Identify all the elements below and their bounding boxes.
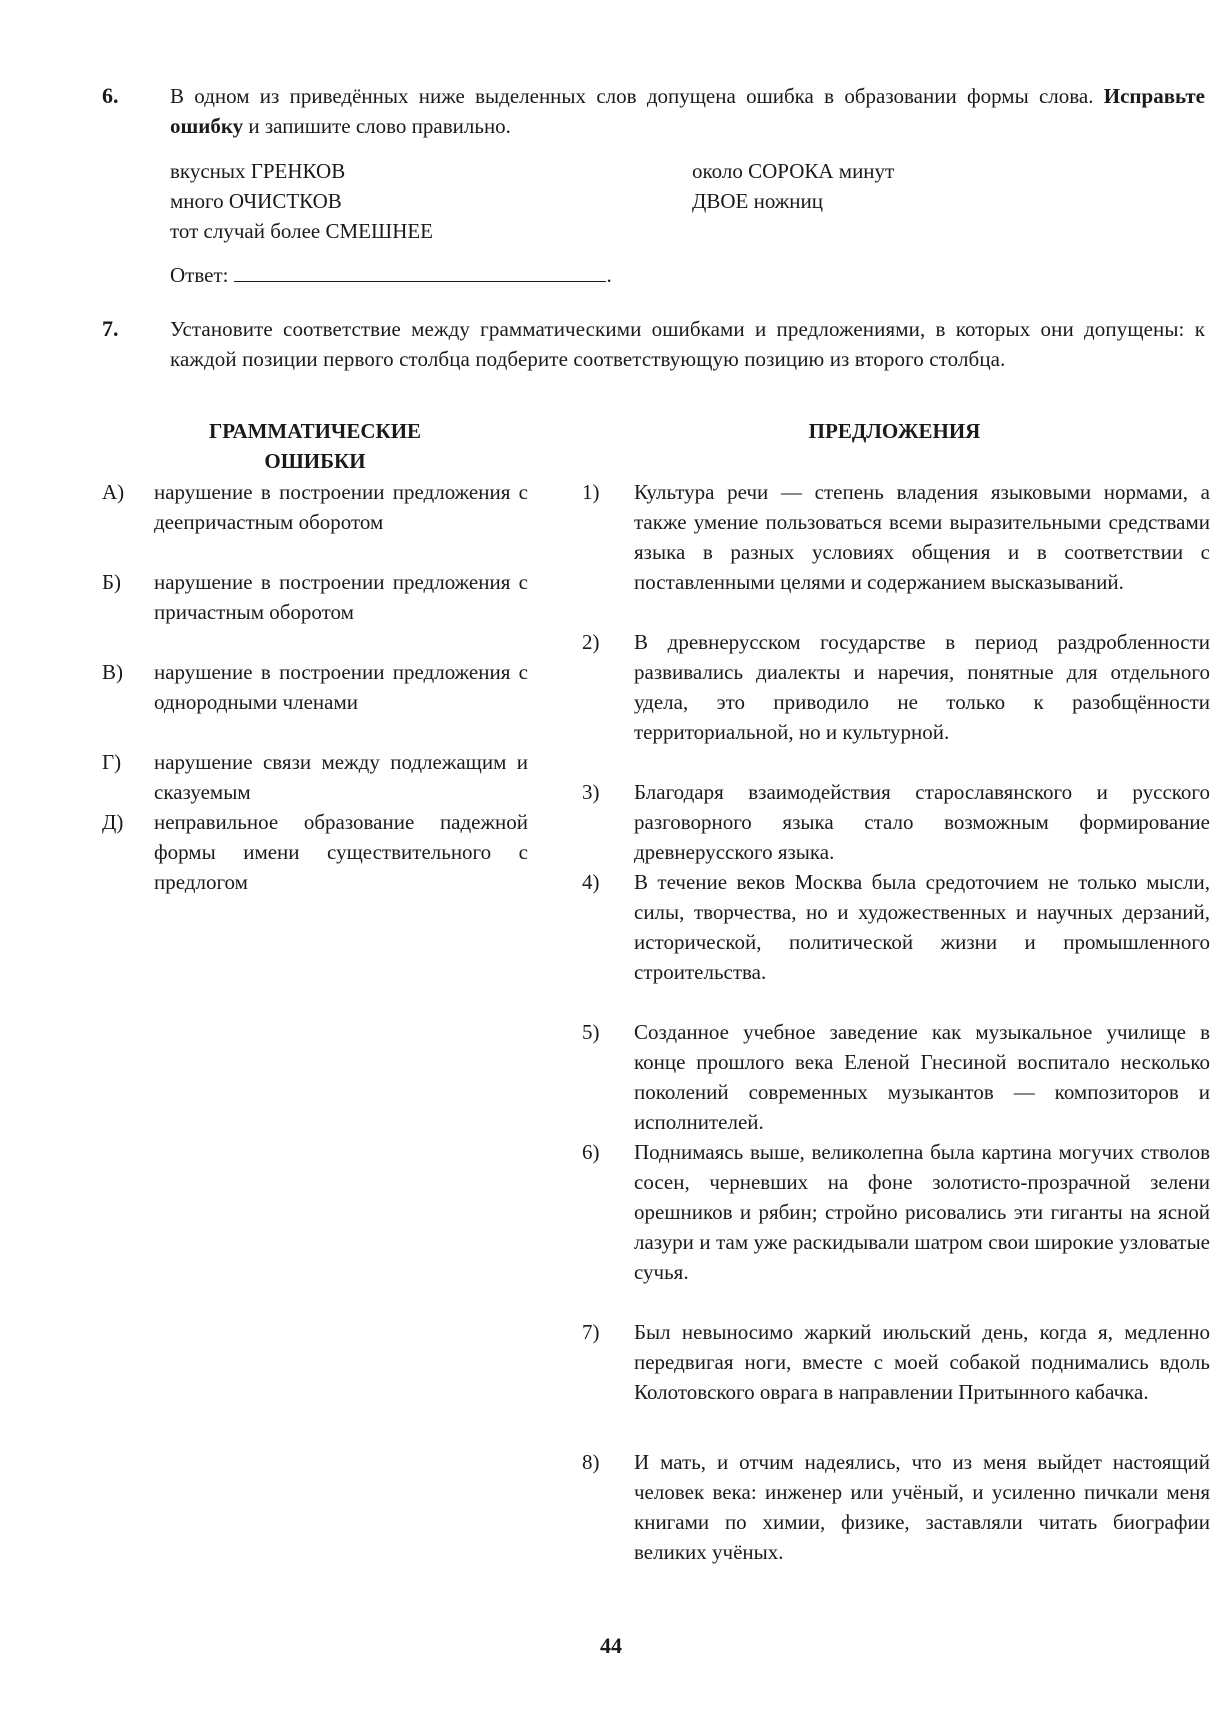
sentence-text: И мать, и отчим надеялись, что из меня выйдет настоящий человек века: инженер или учёный, и усиленно пичкали меня книгами по химии, физике, заставляли читать биографии великих учёных.	[634, 1450, 1210, 1564]
task-6-bold-text: Исправьте ошибку	[170, 84, 1205, 138]
error-item-d	[102, 807, 528, 897]
task-6-instruction	[170, 81, 1205, 141]
sentence-text: Был невыносимо жаркий июльский день, когда я, медленно передвигая ноги, вместе с моей собакой поднимались вдоль Колотовского оврага в направлении Притынного кабачка.	[634, 1320, 1210, 1404]
sentence-item-2	[582, 627, 1210, 777]
error-marker: Б)	[102, 570, 122, 594]
sentence-item-3	[582, 777, 1210, 867]
task-6-number: 6.	[102, 83, 119, 108]
sentence-text: В течение веков Москва была средоточием не только мысли, силы, творчества, но и художественных и научных дерзаний, исторической, политической жизни и промышленного строительства.	[634, 870, 1210, 984]
task-6-text-end: и запишите слово правильно.	[243, 114, 511, 138]
answer-line[interactable]	[234, 261, 606, 282]
task-7-instruction: Установите соответствие между грамматическими ошибками и предложениями, в которых они допущены: к каждой позиции первого столбца подберите соответствующую позицию из второго столбца.	[170, 317, 1205, 371]
error-marker: Г)	[102, 750, 122, 774]
sentence-item-5	[582, 1017, 1210, 1137]
error-text: нарушение связи между подлежащим и сказуемым	[154, 750, 528, 804]
answer-end: .	[606, 263, 612, 287]
sentence-text: Созданное учебное заведение как музыкальное училище в конце прошлого века Еленой Гнесиной воспитало несколько поколений современных музыкантов — композиторов и исполнителей.	[634, 1020, 1210, 1134]
page-number: 44	[600, 1633, 622, 1658]
sentence-text: Благодаря взаимодействия старославянского и русского разговорного языка стало возможным формирование древнерусского языка.	[634, 780, 1210, 864]
word-item: много ОЧИСТКОВ	[170, 189, 342, 213]
sentence-marker: 1)	[582, 480, 600, 504]
error-item-a	[102, 477, 528, 567]
error-item-v	[102, 657, 528, 747]
error-text: нарушение в построении предложения с причастным оборотом	[154, 570, 528, 624]
error-marker: Д)	[102, 810, 124, 834]
sentence-item-8	[582, 1447, 1210, 1597]
error-marker: А)	[102, 480, 125, 504]
sentence-item-7	[582, 1317, 1210, 1437]
sentence-marker: 2)	[582, 630, 600, 654]
sentence-marker: 6)	[582, 1140, 600, 1164]
sentence-marker: 3)	[582, 780, 600, 804]
word-item: ДВОЕ ножниц	[692, 189, 824, 213]
errors-column-header: ГРАММАТИЧЕСКИЕ ОШИБКИ	[208, 419, 422, 473]
sentence-marker: 7)	[582, 1320, 600, 1344]
task-6-words-right	[692, 156, 894, 216]
error-item-b	[102, 567, 528, 657]
sentence-text: Поднимаясь выше, великолепна была картина могучих стволов сосен, черневших на фоне золотисто-прозрачной зелени орешников и рябин; стройно рисовались эти гиганты на ясной лазури и там уже раскидывали шатром свои широкие узловатые сучья.	[634, 1140, 1210, 1284]
sentence-item-4	[582, 867, 1210, 1017]
sentence-marker: 4)	[582, 870, 600, 894]
error-text: неправильное образование падежной формы имени существительного с предлогом	[154, 810, 528, 894]
task-7-number: 7.	[102, 316, 119, 341]
error-item-g	[102, 747, 528, 807]
word-item: около СОРОКА минут	[692, 159, 895, 183]
sentence-marker: 5)	[582, 1020, 600, 1044]
word-item: вкусных ГРЕНКОВ	[170, 159, 346, 183]
sentence-item-6	[582, 1137, 1210, 1317]
sentences-column-header: ПРЕДЛОЖЕНИЯ	[808, 419, 981, 443]
answer-label: Ответ:	[170, 263, 229, 287]
task-6-words-left	[170, 156, 433, 246]
task-6-text: В одном из приведённых ниже выделенных слов допущена ошибка в образовании формы слова.	[170, 84, 1104, 108]
error-marker: В)	[102, 660, 123, 684]
sentence-marker: 8)	[582, 1450, 600, 1474]
sentence-text: Культура речи — степень владения языковыми нормами, а также умение пользоваться всеми выразительными средствами языка в разных условиях общения и в соответствии с поставленными целями и содержанием высказываний.	[634, 480, 1210, 594]
sentence-text: В древнерусском государстве в период раздробленности развивались диалекты и наречия, понятные для отдельного удела, это приводило не только к разобщённости территориальной, но и культурной.	[634, 630, 1210, 744]
sentence-item-1	[582, 477, 1210, 627]
task-6-answer	[170, 260, 612, 290]
error-text: нарушение в построении предложения с однородными членами	[154, 660, 528, 714]
word-item: тот случай более СМЕШНЕЕ	[170, 219, 434, 243]
error-text: нарушение в построении предложения с деепричастным оборотом	[154, 480, 528, 534]
